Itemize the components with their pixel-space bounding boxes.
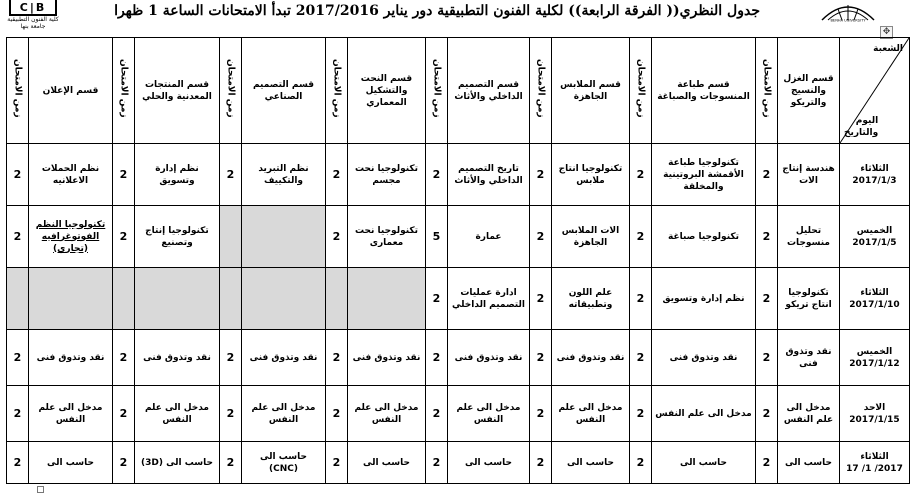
day-name: الثلاثاء bbox=[860, 451, 889, 462]
day-name: الخميس bbox=[856, 225, 893, 236]
subject-cell: حاسب الى bbox=[552, 442, 630, 484]
department-header: قسم المنتجات المعدنية والحلي bbox=[135, 38, 220, 144]
exam-duration-cell: 2 bbox=[7, 144, 29, 206]
exam-date: 2017/1/5 bbox=[852, 237, 897, 248]
subject-cell: مدخل الى علم النفس bbox=[242, 386, 326, 442]
department-header: قسم طباعة المنسوجات والصباغة bbox=[652, 38, 756, 144]
exam-date: 2017/1/12 bbox=[849, 358, 900, 369]
subject-cell: نقد وتذوق فنى bbox=[135, 330, 220, 386]
exam-duration-cell: 2 bbox=[630, 386, 652, 442]
exam-duration-cell: 2 bbox=[426, 442, 448, 484]
subject-cell: حاسب الى bbox=[448, 442, 530, 484]
subject-cell: نقد وتذوق فنى bbox=[778, 330, 840, 386]
exam-duration-cell: 2 bbox=[630, 268, 652, 330]
subject-cell: حاسب الى bbox=[778, 442, 840, 484]
exam-duration-cell bbox=[220, 206, 242, 268]
exam-duration-cell: 2 bbox=[326, 330, 348, 386]
exam-duration-cell: 2 bbox=[756, 268, 778, 330]
subject-cell: نظم إدارة وتسويق bbox=[135, 144, 220, 206]
exam-duration-cell: 2 bbox=[426, 268, 448, 330]
subject-cell: نظم إدارة وتسويق bbox=[652, 268, 756, 330]
exam-duration-cell: 2 bbox=[113, 330, 135, 386]
subject-cell: تحليل منسوجات bbox=[778, 206, 840, 268]
day-name: الخميس bbox=[856, 346, 893, 357]
subject-cell: حاسب الى (CNC) bbox=[242, 442, 326, 484]
exam-schedule-table bbox=[6, 37, 910, 484]
table-header-row bbox=[7, 38, 910, 144]
exam-duration-header: زمن الامتحان bbox=[220, 38, 242, 144]
subject-cell: نظم الحملات الاعلانيه bbox=[29, 144, 113, 206]
subject-cell: علم اللون وتطبيقاته bbox=[552, 268, 630, 330]
department-header: قسم الملابس الجاهزة bbox=[552, 38, 630, 144]
day-date-cell bbox=[840, 206, 910, 268]
corner-division-label: الشعبة bbox=[873, 44, 903, 54]
subject-cell bbox=[242, 206, 326, 268]
page-title: جدول النظري(( الفرقة الرابعة)) لكلية الفنون التطبيقية دور يناير 2017/2016 تبدأ الامتحانات الساعة 1 ظهرا bbox=[114, 3, 760, 19]
subject-cell: مدخل الى علم النفس bbox=[552, 386, 630, 442]
exam-duration-cell bbox=[113, 268, 135, 330]
subject-cell: حاسب الى bbox=[652, 442, 756, 484]
exam-duration-cell bbox=[326, 268, 348, 330]
exam-duration-cell: 2 bbox=[326, 442, 348, 484]
exam-duration-cell: 2 bbox=[326, 144, 348, 206]
exam-duration-cell: 2 bbox=[7, 442, 29, 484]
subject-cell: نقد وتذوق فنى bbox=[29, 330, 113, 386]
exam-duration-cell: 2 bbox=[426, 386, 448, 442]
college-logo-university: جامعة بنها bbox=[20, 23, 46, 30]
day-date-cell bbox=[840, 386, 910, 442]
university-logo bbox=[820, 0, 876, 22]
subject-cell: نقد وتذوق فنى bbox=[448, 330, 530, 386]
exam-duration-cell: 2 bbox=[220, 442, 242, 484]
exam-duration-cell: 2 bbox=[630, 144, 652, 206]
subject-cell: مدخل الى علم النفس bbox=[448, 386, 530, 442]
exam-duration-cell: 2 bbox=[630, 330, 652, 386]
exam-date: 2017/1/15 bbox=[849, 414, 900, 425]
exam-duration-cell bbox=[220, 268, 242, 330]
department-header: قسم التصميم الداخلي والأثاث bbox=[448, 38, 530, 144]
day-date-cell bbox=[840, 268, 910, 330]
exam-duration-cell: 2 bbox=[326, 386, 348, 442]
table-row bbox=[7, 206, 910, 268]
exam-duration-cell: 2 bbox=[220, 144, 242, 206]
exam-duration-cell bbox=[7, 268, 29, 330]
day-date-cell bbox=[840, 330, 910, 386]
exam-duration-cell: 5 bbox=[426, 206, 448, 268]
exam-duration-cell: 2 bbox=[113, 144, 135, 206]
subject-cell: عمارة bbox=[448, 206, 530, 268]
exam-duration-cell: 2 bbox=[756, 442, 778, 484]
exam-duration-cell: 2 bbox=[426, 144, 448, 206]
subject-cell: مدخل الى علم النفس bbox=[29, 386, 113, 442]
subject-cell: نقد وتذوق فنى bbox=[348, 330, 426, 386]
exam-duration-cell: 2 bbox=[113, 386, 135, 442]
paragraph-mark bbox=[37, 486, 44, 493]
subject-cell: حاسب الى (3D) bbox=[135, 442, 220, 484]
day-name: الثلاثاء bbox=[860, 287, 889, 298]
exam-duration-cell: 2 bbox=[113, 206, 135, 268]
exam-duration-cell: 2 bbox=[756, 144, 778, 206]
exam-duration-cell: 2 bbox=[530, 206, 552, 268]
exam-date: 2017/ 1/ 17 bbox=[846, 463, 903, 474]
subject-cell: هندسة إنتاج الات bbox=[778, 144, 840, 206]
exam-duration-header: زمن الامتحان bbox=[630, 38, 652, 144]
exam-duration-header: زمن الامتحان bbox=[113, 38, 135, 144]
subject-cell: حاسب الى bbox=[29, 442, 113, 484]
subject-cell: مدخل الى علم النفس bbox=[652, 386, 756, 442]
exam-duration-header: زمن الامتحان bbox=[426, 38, 448, 144]
exam-duration-cell: 2 bbox=[630, 206, 652, 268]
exam-duration-cell: 2 bbox=[530, 330, 552, 386]
exam-duration-cell: 2 bbox=[756, 386, 778, 442]
exam-duration-cell: 2 bbox=[326, 206, 348, 268]
subject-cell bbox=[29, 268, 113, 330]
subject-cell: نظم التبريد والتكييف bbox=[242, 144, 326, 206]
exam-duration-cell: 2 bbox=[220, 330, 242, 386]
subject-cell: نقد وتذوق فنى bbox=[652, 330, 756, 386]
subject-cell: مدخل الى علم النفس bbox=[348, 386, 426, 442]
day-date-cell bbox=[840, 144, 910, 206]
subject-cell: تكنولوجيا النظم الفوتوغرافيه (تجاري) bbox=[29, 206, 113, 268]
exam-date: 2017/1/10 bbox=[849, 299, 900, 310]
subject-cell: تكنولوجيا صباغة bbox=[652, 206, 756, 268]
subject-cell: نقد وتذوق فنى bbox=[242, 330, 326, 386]
exam-duration-header: زمن الامتحان bbox=[7, 38, 29, 144]
table-row bbox=[7, 144, 910, 206]
exam-duration-cell: 2 bbox=[426, 330, 448, 386]
department-header: قسم التصميم الصناعي bbox=[242, 38, 326, 144]
exam-duration-cell: 2 bbox=[7, 386, 29, 442]
table-row bbox=[7, 386, 910, 442]
table-row bbox=[7, 268, 910, 330]
exam-duration-cell: 2 bbox=[530, 144, 552, 206]
department-header: قسم الغزل والنسيج والتريكو bbox=[778, 38, 840, 144]
department-header: قسم النحت والتشكيل المعماري bbox=[348, 38, 426, 144]
department-header: قسم الإعلان bbox=[29, 38, 113, 144]
day-name: الاحد bbox=[863, 402, 886, 413]
exam-duration-cell: 2 bbox=[530, 442, 552, 484]
subject-cell: تاريخ التصميم الداخلي والأثاث bbox=[448, 144, 530, 206]
exam-duration-header: زمن الامتحان bbox=[756, 38, 778, 144]
subject-cell bbox=[348, 268, 426, 330]
exam-duration-header: زمن الامتحان bbox=[530, 38, 552, 144]
subject-cell bbox=[135, 268, 220, 330]
exam-duration-cell: 2 bbox=[530, 268, 552, 330]
table-row bbox=[7, 442, 910, 484]
corner-day-date-label: اليوم والتاريخ bbox=[844, 116, 879, 138]
subject-cell: تكنولوجيا نحت معمارى bbox=[348, 206, 426, 268]
subject-cell: تكنولوجيا انتاج تريكو bbox=[778, 268, 840, 330]
university-emblem-icon bbox=[820, 0, 876, 22]
exam-duration-cell: 2 bbox=[630, 442, 652, 484]
college-logo-mark: C|B bbox=[9, 0, 57, 16]
subject-cell: مدخل الى علم النفس bbox=[778, 386, 840, 442]
subject-cell bbox=[242, 268, 326, 330]
corner-header-cell bbox=[840, 38, 910, 144]
exam-duration-header: زمن الامتحان bbox=[326, 38, 348, 144]
exam-duration-cell: 2 bbox=[756, 206, 778, 268]
subject-cell: تكنولوجيا نحت مجسم bbox=[348, 144, 426, 206]
exam-duration-cell: 2 bbox=[530, 386, 552, 442]
exam-duration-cell: 2 bbox=[113, 442, 135, 484]
subject-cell: تكنولوجيا انتاج ملابس bbox=[552, 144, 630, 206]
subject-cell: مدخل الى علم النفس bbox=[135, 386, 220, 442]
exam-date: 2017/1/3 bbox=[852, 175, 897, 186]
exam-duration-cell: 2 bbox=[220, 386, 242, 442]
day-name: الثلاثاء bbox=[860, 163, 889, 174]
subject-cell: الات الملابس الجاهزة bbox=[552, 206, 630, 268]
exam-duration-cell: 2 bbox=[7, 206, 29, 268]
day-date-cell bbox=[840, 442, 910, 484]
subject-cell: ادارة عمليات التصميم الداخلي bbox=[448, 268, 530, 330]
college-logo-name: كلية الفنون التطبيقية bbox=[7, 16, 59, 23]
table-move-handle-icon[interactable]: ✥ bbox=[880, 26, 893, 39]
college-logo bbox=[4, 0, 62, 28]
subject-cell: تكنولوجيا إنتاج وتصنيع bbox=[135, 206, 220, 268]
subject-cell: تكنولوجيا طباعة الأقمشة البروتينية والمخلقة bbox=[652, 144, 756, 206]
table-row bbox=[7, 330, 910, 386]
exam-duration-cell: 2 bbox=[7, 330, 29, 386]
university-logo-caption: BENHA UNIVERSITY bbox=[830, 18, 866, 23]
subject-cell: حاسب الى bbox=[348, 442, 426, 484]
subject-cell: نقد وتذوق فنى bbox=[552, 330, 630, 386]
exam-duration-cell: 2 bbox=[756, 330, 778, 386]
